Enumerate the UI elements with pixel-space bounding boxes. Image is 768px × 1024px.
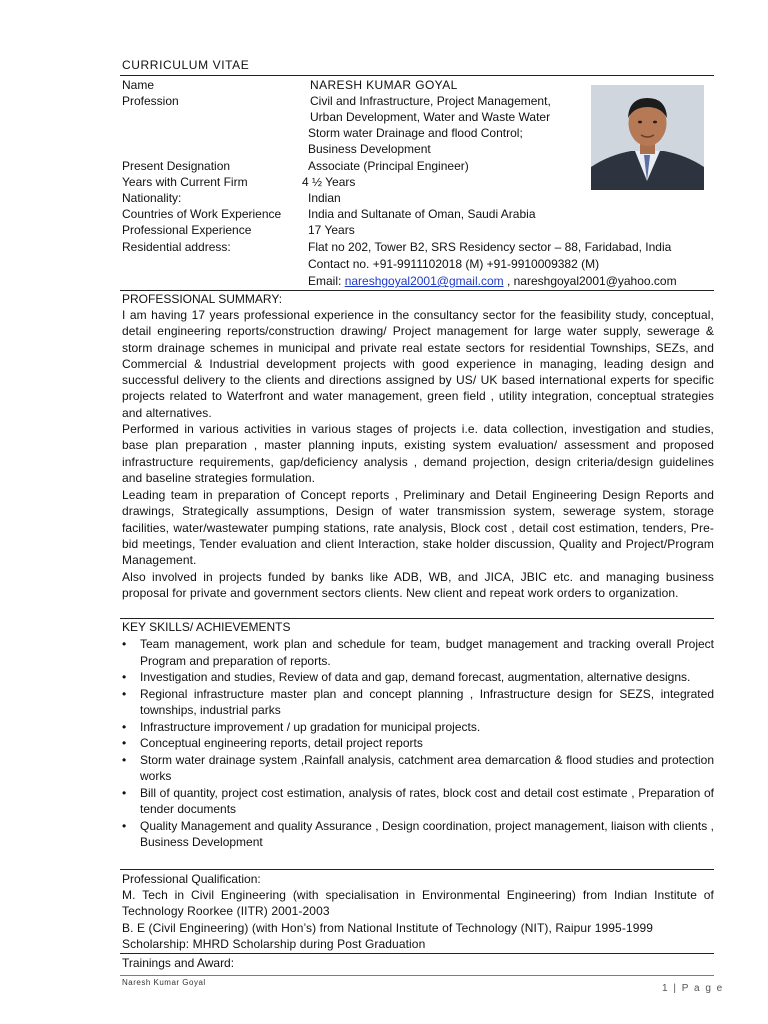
skills-bottom-rule	[120, 869, 714, 870]
footer-author: Naresh Kumar Goyal	[122, 978, 206, 987]
page-number: 1 | P a g e	[662, 983, 724, 994]
address-label: Residential address:	[122, 240, 231, 254]
qualification-line-2: B. E (Civil Engineering) (with Hon’s) from National Institute of Technology (NIT), Raipur 1995-1999	[122, 921, 654, 935]
summary-paragraph-2: Performed in various activities in various stages of projects i.e. data collection, investigation and studies, base plan preparation , master planning inputs, existing system evaluation/ assessment and proposed infrastructure requirements, gap/deficiency analysis , demand projection, design criteria/design guidelines and baseline strategies formulation.	[122, 422, 714, 485]
profession-value-3: Storm water Drainage and flood Control;	[308, 126, 523, 140]
bullet-icon: •	[122, 686, 127, 701]
qualification-line-1: M. Tech in Civil Engineering (with specialisation in Environmental Engineering) from Indian Institute of Technology Roorkee (IITR) 2001-2003	[122, 888, 714, 919]
qualification-heading: Professional Qualification:	[122, 872, 261, 886]
profession-value-2: Urban Development, Water and Waste Water	[310, 110, 551, 124]
list-item: • Investigation and studies, Review of data and gap, demand forecast, augmentation, alternative designs.	[122, 670, 691, 684]
profession-value-1: Civil and Infrastructure, Project Management,	[310, 94, 551, 108]
name-value: NARESH KUMAR GOYAL	[310, 78, 458, 92]
bullet-icon: •	[122, 719, 127, 734]
list-item: • Infrastructure improvement / up gradation for municipal projects.	[122, 719, 481, 734]
list-item: • Bill of quantity, project cost estimation, analysis of rates, block cost and detail cost estimate , Preparation of tender documents	[122, 785, 714, 816]
designation-value: Associate (Principal Engineer)	[308, 159, 469, 173]
email-line	[308, 273, 677, 289]
summary-paragraph-3: Leading team in preparation of Concept reports , Preliminary and Detail Engineering Design Reports and drawings, Strategically assumptions, Design of water transmission system, sewerage system, storage facilities, water/wastewater pumping stations, rate analysis, Block cost , detail cost estimation, tenders, Pre-bid meetings, Tender evaluation and client Interaction, stake holder discussion, Quality and Project/Program Management.	[122, 488, 714, 568]
qualification-line-3: Scholarship: MHRD Scholarship during Post Graduation	[122, 937, 426, 951]
qualification-bottom-rule	[120, 953, 714, 954]
document-title: CURRICULUM VITAE	[122, 58, 250, 72]
email-prefix: Email:	[308, 274, 345, 288]
skills-list	[122, 636, 714, 851]
contact-value: Contact no. +91-9911102018 (M) +91-9910009382 (M)	[308, 257, 600, 271]
experience-value: 17 Years	[308, 223, 355, 237]
bullet-icon: •	[122, 736, 127, 750]
profile-photo	[591, 85, 704, 190]
list-item: • Conceptual engineering reports, detail project reports	[122, 736, 423, 750]
list-item: • Storm water drainage system ,Rainfall analysis, catchment area demarcation & flood studies and protection works	[122, 752, 714, 783]
email-link[interactable]: nareshgoyal2001@gmail.com	[344, 274, 504, 288]
summary-paragraph-1: I am having 17 years professional experience in the consultancy sector for the feasibility study, conceptual, detail engineering reports/construction drawing/ Project management for large water supply, sewerage & storm drainage schemes in municipal and private real estate sectors for residential Townships, SEZs, and Commercial & Industrial development projects with good experience in managing, leading design and successful delivery to the clients and directions assigned by US/ UK based international experts for specific projects related to Waterfront and water management, green field , utility integration, conceptual strategies and alternatives.	[122, 308, 714, 420]
list-item: • Quality Management and quality Assurance , Design coordination, project management, liaison with clients , Business Development	[122, 818, 714, 849]
years-firm-value: 4 ½ Years	[302, 175, 356, 189]
bullet-icon: •	[122, 752, 127, 767]
designation-label: Present Designation	[122, 159, 231, 173]
address-value: Flat no 202, Tower B2, SRS Residency sector – 88, Faridabad, India	[308, 240, 672, 254]
person-portrait-icon	[591, 85, 704, 190]
nationality-value: Indian	[308, 191, 341, 205]
experience-label: Professional Experience	[122, 223, 252, 237]
countries-label: Countries of Work Experience	[122, 207, 282, 221]
footer-rule	[120, 975, 714, 976]
list-item: • Regional infrastructure master plan and concept planning , Infrastructure design for SEZS, integrated townships, industrial parks	[122, 686, 714, 717]
list-item: • Team management, work plan and schedule for team, budget management and tracking overall Project Program and preparation of reports.	[122, 637, 714, 668]
years-firm-label: Years with Current Firm	[122, 175, 248, 189]
email-rest: , nareshgoyal2001@yahoo.com	[503, 274, 677, 288]
skills-heading: KEY SKILLS/ ACHIEVEMENTS	[122, 620, 291, 634]
trainings-heading: Trainings and Award:	[122, 956, 235, 970]
countries-value: India and Sultanate of Oman, Saudi Arabia	[308, 207, 536, 221]
name-label: Name	[122, 78, 155, 92]
profession-label: Profession	[122, 94, 179, 108]
bullet-icon: •	[122, 785, 127, 800]
summary-heading: PROFESSIONAL SUMMARY:	[122, 292, 283, 306]
title-rule	[120, 75, 714, 76]
profession-value-4: Business Development	[308, 142, 431, 156]
bullet-icon: •	[122, 818, 127, 833]
nationality-label: Nationality:	[122, 191, 182, 205]
summary-paragraph-4: Also involved in projects funded by banks like ADB, WB, and JICA, JBIC etc. and managing business proposal for private and government sectors clients. New client and repeat work orders to organization.	[122, 570, 714, 601]
bullet-icon: •	[122, 637, 127, 651]
bullet-icon: •	[122, 670, 127, 684]
